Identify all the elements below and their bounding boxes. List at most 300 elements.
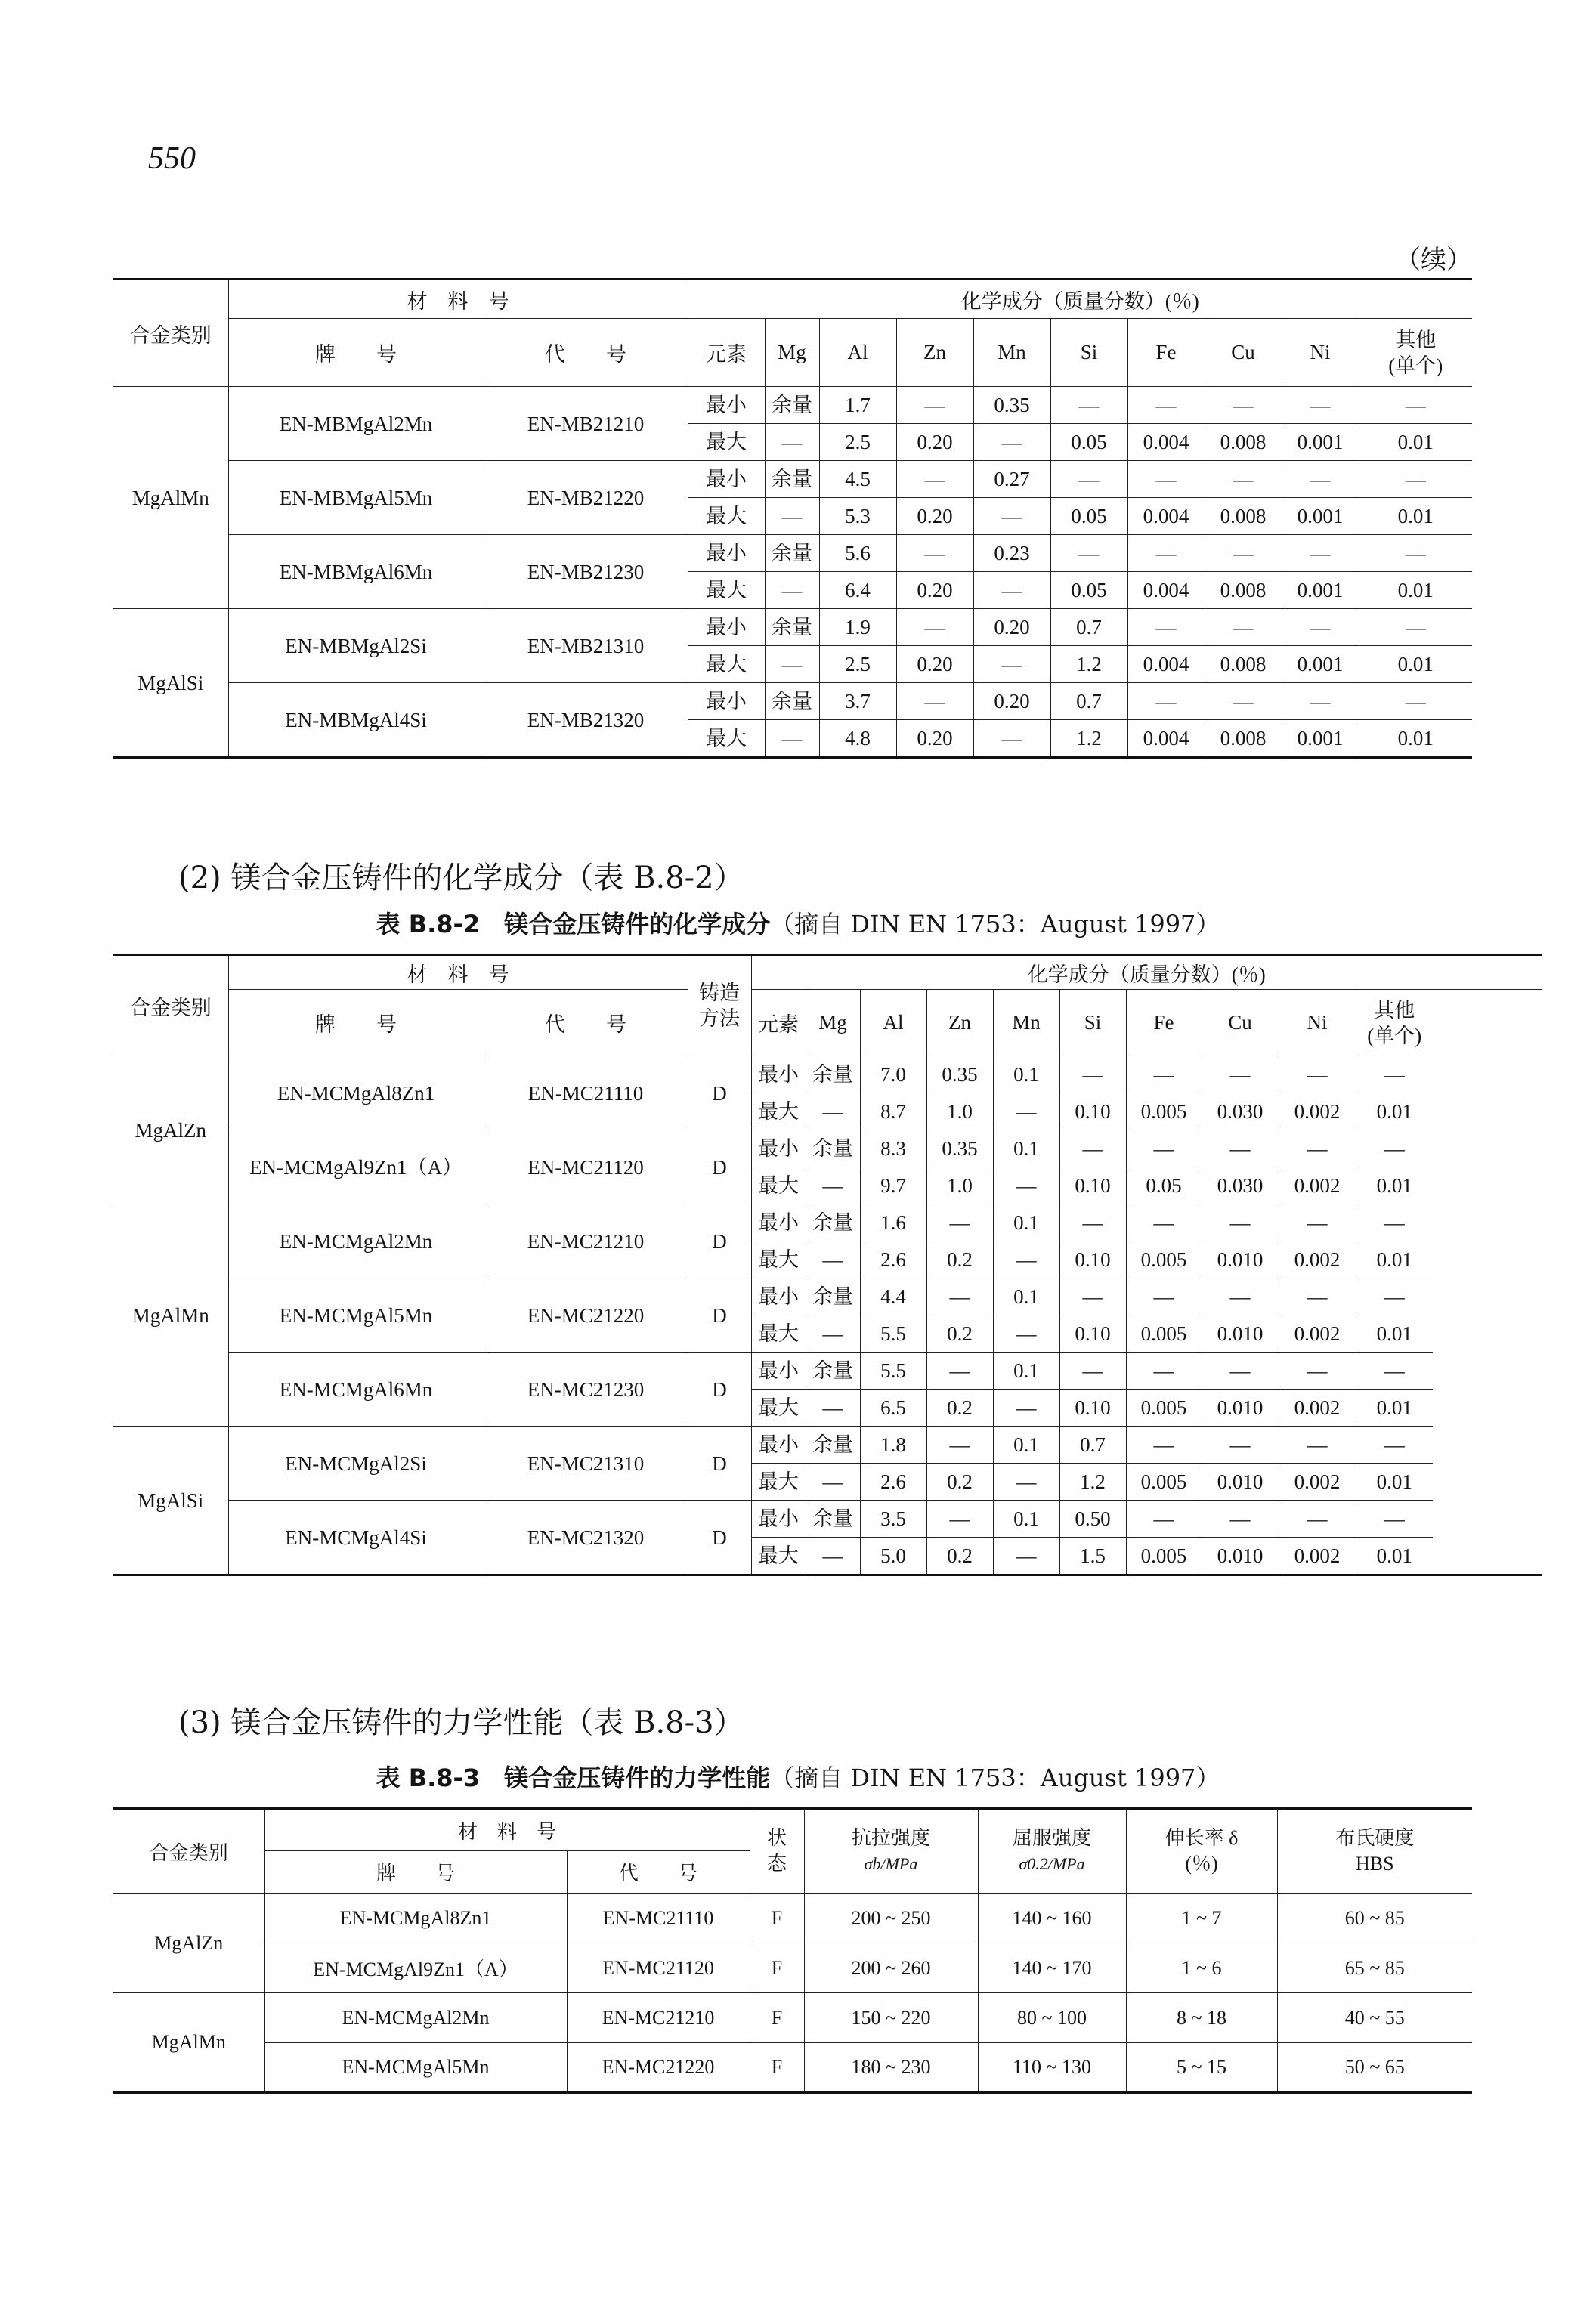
value-cell: 1.9 (819, 609, 896, 646)
value-cell: — (1205, 387, 1282, 424)
value-cell: — (993, 1538, 1059, 1575)
value-cell: — (1127, 535, 1205, 572)
header-el-zn: Zn (926, 990, 993, 1056)
brand-cell: EN-MCMgAl2Mn (264, 1993, 567, 2043)
value-cell: — (1202, 1427, 1279, 1464)
value-cell: 0.1 (993, 1353, 1059, 1390)
value-cell: 1.7 (819, 387, 896, 424)
cast-method-cell: D (688, 1278, 751, 1353)
elongation-cell: 1 ~ 6 (1126, 1943, 1277, 1993)
value-cell: 2.6 (860, 1241, 926, 1278)
value-cell: — (1356, 1501, 1433, 1538)
header-element: 元素 (688, 319, 765, 387)
brand-cell: EN-MBMgAl2Si (228, 609, 484, 683)
value-cell: 0.10 (1059, 1167, 1126, 1204)
code-cell: EN-MB21230 (484, 535, 688, 609)
code-cell: EN-MC21210 (567, 1993, 750, 2043)
header-el-mn: Mn (993, 990, 1059, 1056)
code-cell: EN-MC21230 (484, 1353, 688, 1427)
min-label-cell: 最小 (751, 1056, 806, 1093)
tensile-strength-cell: 180 ~ 230 (804, 2043, 978, 2093)
header-el-fe: Fe (1126, 990, 1202, 1056)
value-cell: 2.5 (819, 646, 896, 683)
value-cell: — (1202, 1130, 1279, 1167)
value-cell: 0.01 (1356, 1167, 1433, 1204)
header-el-si: Si (1050, 319, 1127, 387)
header-cast-method (688, 955, 751, 1056)
value-cell: 5.6 (819, 535, 896, 572)
min-label-cell: 最小 (751, 1501, 806, 1538)
table-row (113, 683, 1472, 720)
value-cell: 余量 (806, 1056, 860, 1093)
value-cell: 0.002 (1279, 1464, 1356, 1501)
value-cell: — (1059, 1278, 1126, 1315)
state-cell: F (750, 1943, 804, 1993)
table2-body (113, 1056, 1542, 1575)
code-cell: EN-MC21210 (484, 1204, 688, 1278)
max-label-cell: 最大 (688, 720, 765, 758)
table-row (113, 1056, 1542, 1093)
value-cell: — (1279, 1204, 1356, 1241)
value-cell: — (1279, 1427, 1356, 1464)
value-cell: 余量 (806, 1204, 860, 1241)
header-other (1359, 319, 1472, 387)
code-cell: EN-MC21220 (567, 2043, 750, 2093)
max-label-cell: 最大 (751, 1167, 806, 1204)
value-cell: 0.20 (973, 609, 1050, 646)
alloy-class-cell: MgAlMn (113, 387, 228, 609)
header-el-cu: Cu (1205, 319, 1282, 387)
value-cell: 0.20 (896, 720, 973, 758)
value-cell: 0.01 (1359, 424, 1472, 461)
header-el-mg: Mg (806, 990, 860, 1056)
header-code: 代 号 (484, 319, 688, 387)
value-cell: 余量 (765, 387, 819, 424)
value-cell: — (896, 535, 973, 572)
value-cell: 余量 (806, 1130, 860, 1167)
value-cell: — (896, 683, 973, 720)
table-row (113, 609, 1472, 646)
value-cell: — (1126, 1427, 1202, 1464)
brand-cell: EN-MCMgAl6Mn (228, 1353, 484, 1427)
value-cell: 0.002 (1279, 1241, 1356, 1278)
min-label-cell: 最小 (688, 683, 765, 720)
yield-strength-cell: 140 ~ 170 (978, 1943, 1126, 1993)
value-cell: — (993, 1167, 1059, 1204)
value-cell: 4.8 (819, 720, 896, 758)
min-label-cell: 最小 (688, 535, 765, 572)
header-el-cu: Cu (1202, 990, 1279, 1056)
value-cell: 0.010 (1202, 1464, 1279, 1501)
value-cell: — (926, 1427, 993, 1464)
value-cell: 0.004 (1127, 720, 1205, 758)
value-cell: — (1050, 387, 1127, 424)
elongation-cell: 1 ~ 7 (1126, 1894, 1277, 1943)
value-cell: — (806, 1538, 860, 1575)
value-cell: 3.5 (860, 1501, 926, 1538)
value-cell: 0.002 (1279, 1538, 1356, 1575)
header-tensile-label: 抗拉强度 (852, 1827, 931, 1849)
value-cell: — (926, 1353, 993, 1390)
value-cell: 1.0 (926, 1167, 993, 1204)
value-cell: 0.35 (926, 1056, 993, 1093)
header-yield-label: 屈服强度 (1013, 1827, 1092, 1849)
value-cell: — (1202, 1501, 1279, 1538)
code-cell: EN-MB21210 (484, 387, 688, 461)
continued-label: （续） (1395, 245, 1472, 275)
value-cell: 0.01 (1356, 1464, 1433, 1501)
max-label-cell: 最大 (751, 1093, 806, 1130)
value-cell: 0.005 (1126, 1093, 1202, 1130)
hardness-cell: 40 ~ 55 (1277, 1993, 1472, 2043)
table-b8-2-caption (0, 905, 1596, 940)
table-row (113, 1943, 1472, 1993)
value-cell: 8.7 (860, 1093, 926, 1130)
value-cell: 0.1 (993, 1056, 1059, 1093)
min-label-cell: 最小 (688, 609, 765, 646)
header-alloy-class: 合金类别 (113, 280, 228, 387)
value-cell: 0.005 (1126, 1241, 1202, 1278)
table-row (113, 387, 1472, 424)
tensile-strength-cell: 200 ~ 250 (804, 1894, 978, 1943)
min-label-cell: 最小 (751, 1427, 806, 1464)
table-row (113, 1130, 1542, 1167)
table-row (113, 1993, 1472, 2043)
alloy-class-cell: MgAlZn (113, 1056, 228, 1204)
min-label-cell: 最小 (751, 1278, 806, 1315)
value-cell: 余量 (806, 1278, 860, 1315)
value-cell: 0.05 (1126, 1167, 1202, 1204)
value-cell: — (765, 498, 819, 535)
value-cell: — (1279, 1353, 1356, 1390)
max-label-cell: 最大 (751, 1241, 806, 1278)
value-cell: 5.5 (860, 1353, 926, 1390)
value-cell: — (1359, 535, 1472, 572)
yield-strength-cell: 110 ~ 130 (978, 2043, 1126, 2093)
brand-cell: EN-MCMgAl8Zn1 (264, 1894, 567, 1943)
min-label-cell: 最小 (751, 1130, 806, 1167)
max-label-cell: 最大 (688, 424, 765, 461)
header-material-no: 材 料 号 (264, 1809, 750, 1851)
value-cell: 0.002 (1279, 1093, 1356, 1130)
value-cell: — (1356, 1056, 1433, 1093)
value-cell: — (806, 1315, 860, 1353)
value-cell: 1.8 (860, 1427, 926, 1464)
value-cell: — (1126, 1278, 1202, 1315)
header-tensile-unit: σb/MPa (864, 1854, 918, 1873)
value-cell: — (1126, 1501, 1202, 1538)
value-cell: 5.3 (819, 498, 896, 535)
state-cell: F (750, 2043, 804, 2093)
max-label-cell: 最大 (688, 498, 765, 535)
elongation-cell: 5 ~ 15 (1126, 2043, 1277, 2093)
brand-cell: EN-MCMgAl5Mn (264, 2043, 567, 2093)
value-cell: — (1356, 1204, 1433, 1241)
value-cell: 0.1 (993, 1278, 1059, 1315)
header-brand: 牌 号 (228, 319, 484, 387)
header-elongation (1126, 1809, 1277, 1894)
code-cell: EN-MC21220 (484, 1278, 688, 1353)
value-cell: — (1059, 1056, 1126, 1093)
value-cell: — (765, 572, 819, 609)
header-other-line2: (单个) (1388, 354, 1443, 377)
cast-method-cell: D (688, 1130, 751, 1204)
value-cell: 0.001 (1282, 646, 1359, 683)
code-cell: EN-MC21110 (484, 1056, 688, 1130)
value-cell: — (1356, 1353, 1433, 1390)
value-cell: — (896, 387, 973, 424)
value-cell: — (765, 720, 819, 758)
table-row (113, 2043, 1472, 2093)
table-b8-3-caption (0, 1759, 1596, 1794)
code-cell: EN-MB21320 (484, 683, 688, 758)
header-chem-comp: 化学成分（质量分数）(％) (751, 955, 1542, 990)
value-cell: 6.4 (819, 572, 896, 609)
value-cell: — (1127, 387, 1205, 424)
cast-method-cell: D (688, 1056, 751, 1130)
state-cell: F (750, 1894, 804, 1943)
section-3-heading: (3) 镁合金压铸件的力学性能（表 B.8-3） (178, 1705, 744, 1740)
value-cell: — (993, 1093, 1059, 1130)
header-alloy-class: 合金类别 (113, 955, 228, 1056)
value-cell: 6.5 (860, 1390, 926, 1427)
value-cell: — (1356, 1278, 1433, 1315)
value-cell: — (1202, 1204, 1279, 1241)
brand-cell: EN-MCMgAl2Si (228, 1427, 484, 1501)
value-cell: 0.20 (973, 683, 1050, 720)
caption2-source: （摘自 DIN EN 1753：August 1997） (770, 910, 1220, 938)
yield-strength-cell: 140 ~ 160 (978, 1894, 1126, 1943)
value-cell: 8.3 (860, 1130, 926, 1167)
value-cell: — (806, 1167, 860, 1204)
table-row (113, 1501, 1542, 1538)
value-cell: 0.1 (993, 1204, 1059, 1241)
value-cell: 0.35 (973, 387, 1050, 424)
code-cell: EN-MB21220 (484, 461, 688, 535)
header-cast-line1: 铸造 (699, 982, 740, 1004)
caption3-source: （摘自 DIN EN 1753：August 1997） (770, 1764, 1220, 1792)
alloy-class-cell: MgAlMn (113, 1204, 228, 1427)
value-cell: — (1205, 535, 1282, 572)
value-cell: 0.7 (1050, 683, 1127, 720)
value-cell: — (1279, 1278, 1356, 1315)
header-other (1356, 990, 1433, 1056)
value-cell: — (1279, 1501, 1356, 1538)
value-cell: 0.004 (1127, 572, 1205, 609)
value-cell: 0.004 (1127, 424, 1205, 461)
cast-method-cell: D (688, 1501, 751, 1575)
value-cell: 0.23 (973, 535, 1050, 572)
value-cell: 0.010 (1202, 1390, 1279, 1427)
value-cell: — (1202, 1278, 1279, 1315)
value-cell: — (806, 1093, 860, 1130)
value-cell: 1.0 (926, 1093, 993, 1130)
header-other-line1: 其他 (1395, 328, 1437, 351)
value-cell: 0.27 (973, 461, 1050, 498)
value-cell: 0.7 (1050, 609, 1127, 646)
header-cast-line2: 方法 (699, 1007, 740, 1030)
page-number: 550 (148, 141, 196, 176)
header-hardness (1277, 1809, 1472, 1894)
value-cell: 0.002 (1279, 1167, 1356, 1204)
value-cell: — (1279, 1056, 1356, 1093)
alloy-class-cell: MgAlMn (113, 1993, 264, 2093)
alloy-class-cell: MgAlSi (113, 1427, 228, 1575)
value-cell: — (1279, 1130, 1356, 1167)
table-row (113, 461, 1472, 498)
value-cell: 0.010 (1202, 1538, 1279, 1575)
value-cell: 0.20 (896, 424, 973, 461)
value-cell: 1.5 (1059, 1538, 1126, 1575)
value-cell: — (993, 1315, 1059, 1353)
caption3-title: 表 B.8-3 镁合金压铸件的力学性能 (376, 1764, 771, 1792)
value-cell: 0.2 (926, 1390, 993, 1427)
header-state-line1: 状 (767, 1827, 787, 1849)
value-cell: — (765, 424, 819, 461)
value-cell: 0.01 (1359, 498, 1472, 535)
value-cell: 0.001 (1282, 720, 1359, 758)
caption2-title: 表 B.8-2 镁合金压铸件的化学成分 (376, 910, 771, 938)
value-cell: — (1050, 535, 1127, 572)
value-cell: 0.005 (1126, 1538, 1202, 1575)
value-cell: 0.008 (1205, 646, 1282, 683)
header-material-no: 材 料 号 (228, 955, 688, 990)
value-cell: 0.008 (1205, 720, 1282, 758)
value-cell: 0.2 (926, 1315, 993, 1353)
yield-strength-cell: 80 ~ 100 (978, 1993, 1126, 2043)
value-cell: — (1126, 1353, 1202, 1390)
value-cell: 0.005 (1126, 1390, 1202, 1427)
tensile-strength-cell: 200 ~ 260 (804, 1943, 978, 1993)
code-cell: EN-MC21120 (567, 1943, 750, 1993)
value-cell: 1.2 (1050, 646, 1127, 683)
value-cell: 0.002 (1279, 1390, 1356, 1427)
value-cell: 0.1 (993, 1130, 1059, 1167)
value-cell: 0.01 (1359, 720, 1472, 758)
value-cell: 0.005 (1126, 1315, 1202, 1353)
table-row (113, 1278, 1542, 1315)
value-cell: 0.004 (1127, 498, 1205, 535)
code-cell: EN-MC21120 (484, 1130, 688, 1204)
value-cell: 0.10 (1059, 1093, 1126, 1130)
code-cell: EN-MC21310 (484, 1427, 688, 1501)
value-cell: 0.008 (1205, 498, 1282, 535)
elongation-cell: 8 ~ 18 (1126, 1993, 1277, 2043)
min-label-cell: 最小 (751, 1204, 806, 1241)
brand-cell: EN-MCMgAl5Mn (228, 1278, 484, 1353)
section-2-heading: (2) 镁合金压铸件的化学成分（表 B.8-2） (178, 861, 744, 895)
value-cell: — (1359, 609, 1472, 646)
value-cell: — (973, 498, 1050, 535)
value-cell: — (1059, 1353, 1126, 1390)
value-cell: 0.030 (1202, 1093, 1279, 1130)
value-cell: — (1059, 1130, 1126, 1167)
max-label-cell: 最大 (688, 646, 765, 683)
header-tensile (804, 1809, 978, 1894)
value-cell: 0.50 (1059, 1501, 1126, 1538)
table1-body (113, 387, 1472, 758)
value-cell: 0.05 (1050, 572, 1127, 609)
value-cell: — (926, 1278, 993, 1315)
value-cell: — (896, 609, 973, 646)
value-cell: 0.7 (1059, 1427, 1126, 1464)
value-cell: 1.6 (860, 1204, 926, 1241)
value-cell: — (1356, 1427, 1433, 1464)
hardness-cell: 60 ~ 85 (1277, 1894, 1472, 1943)
value-cell: 0.1 (993, 1427, 1059, 1464)
brand-cell: EN-MBMgAl2Mn (228, 387, 484, 461)
header-code: 代 号 (484, 990, 688, 1056)
value-cell: — (926, 1501, 993, 1538)
table3-body (113, 1894, 1472, 2093)
table-row (113, 1427, 1542, 1464)
value-cell: 5.5 (860, 1315, 926, 1353)
max-label-cell: 最大 (751, 1390, 806, 1427)
max-label-cell: 最大 (688, 572, 765, 609)
value-cell: — (765, 646, 819, 683)
header-el-mn: Mn (973, 319, 1050, 387)
value-cell: 0.2 (926, 1241, 993, 1278)
value-cell: 0.2 (926, 1538, 993, 1575)
value-cell: 4.4 (860, 1278, 926, 1315)
value-cell: 7.0 (860, 1056, 926, 1093)
value-cell: — (1356, 1130, 1433, 1167)
value-cell: 0.001 (1282, 572, 1359, 609)
value-cell: 0.008 (1205, 572, 1282, 609)
value-cell: 0.20 (896, 646, 973, 683)
value-cell: 5.0 (860, 1538, 926, 1575)
header-el-zn: Zn (896, 319, 973, 387)
hardness-cell: 65 ~ 85 (1277, 1943, 1472, 1993)
value-cell: — (806, 1390, 860, 1427)
value-cell: 余量 (765, 683, 819, 720)
brand-cell: EN-MCMgAl8Zn1 (228, 1056, 484, 1130)
value-cell: 0.10 (1059, 1390, 1126, 1427)
value-cell: — (973, 424, 1050, 461)
value-cell: — (1127, 609, 1205, 646)
alloy-class-cell: MgAlSi (113, 609, 228, 758)
value-cell: — (1202, 1353, 1279, 1390)
value-cell: 余量 (806, 1427, 860, 1464)
value-cell: 4.5 (819, 461, 896, 498)
header-el-mg: Mg (765, 319, 819, 387)
value-cell: — (1282, 535, 1359, 572)
code-cell: EN-MC21320 (484, 1501, 688, 1575)
header-element: 元素 (751, 990, 806, 1056)
cast-method-cell: D (688, 1204, 751, 1278)
value-cell: — (1127, 683, 1205, 720)
value-cell: — (1282, 387, 1359, 424)
brand-cell: EN-MBMgAl4Si (228, 683, 484, 758)
min-label-cell: 最小 (688, 461, 765, 498)
value-cell: — (993, 1464, 1059, 1501)
header-hard-unit: HBS (1355, 1853, 1394, 1875)
header-brand: 牌 号 (264, 1851, 567, 1894)
table-row (113, 1204, 1542, 1241)
min-label-cell: 最小 (751, 1353, 806, 1390)
value-cell: 0.001 (1282, 424, 1359, 461)
value-cell: 0.01 (1356, 1538, 1433, 1575)
value-cell: 0.010 (1202, 1315, 1279, 1353)
value-cell: — (1282, 609, 1359, 646)
value-cell: 9.7 (860, 1167, 926, 1204)
table-row (113, 1894, 1472, 1943)
value-cell: — (1126, 1204, 1202, 1241)
value-cell: — (973, 646, 1050, 683)
value-cell: 0.001 (1282, 498, 1359, 535)
header-brand: 牌 号 (228, 990, 484, 1056)
header-el-ni: Ni (1282, 319, 1359, 387)
